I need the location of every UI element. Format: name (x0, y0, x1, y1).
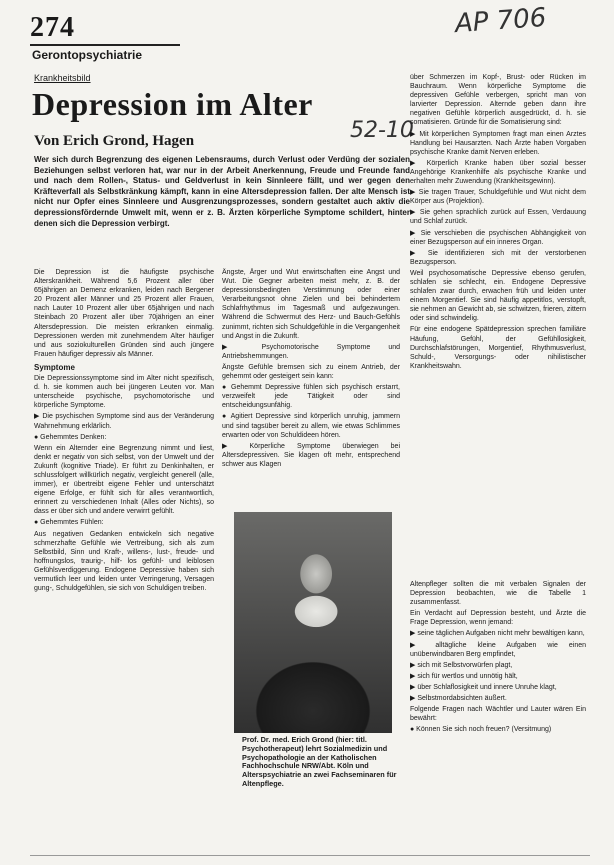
column-3 (410, 73, 586, 373)
col3b-paragraph: Folgende Fragen nach Wächtler und Lauter wären Ein bewährt: (410, 706, 586, 723)
col3b-paragraph: ● Können Sie sich noch freuen? (Versitmung) (410, 726, 552, 734)
col3-paragraph: ▶ Sie gehen sprachlich zurück auf Essen, Verdauung und Schlaf zurück. (410, 209, 586, 226)
col2-paragraph: ● Agitiert Depressive sind körperlich unruhig, jammern und sind tagsüber bereit zu allem, wie etwas Schlimmes erwarten oder von Schuldideen hören. (222, 413, 400, 439)
col3b-paragraph: ▶ sich mit Selbstvorwürfen plagt, (410, 661, 513, 669)
col2-paragraph: Ängste Gefühle bremsen sich zu einem Antrieb, der gehemmt oder gesteigert sein kann: (222, 363, 400, 381)
col3b-paragraph: Ein Verdacht auf Depression besteht, und Ärzte die Frage Depression, wenn jemand: (410, 610, 586, 627)
bottom-rule (30, 855, 590, 856)
col3b-paragraph: Altenpfleger sollten die mit verbalen Signalen der Depression beobachten, wie die Tabelle 1 zusammenfasst. (410, 581, 586, 607)
col1-paragraph: Die Depressionssymptome sind im Alter nicht spezifisch, d. h. sie kommen auch bei jüngeren Leuten vor. Man unterscheide psychische, psychomotorische und körperliche Symptome. (34, 375, 214, 410)
col1-paragraph: Aus negativen Gedanken entwickeln sich negative schmerzhafte Gefühle wie Vertreibung, sich als zum Selbstbild, Sinn und Kraft-, willens-, lust-, freude- und hoffnungslos, traurig-, hilf- los gefühl- und leiblosen Gefühlsverdiggerung. Endogene Depressive haben sich vermutlich leer und leiden unter Verringerung, Versagen gung-, Schuldgefühlen, sie sich von Schuldigen treiben. (34, 530, 214, 593)
col3b-paragraph: ▶ alltägliche kleine Aufgaben wie einen unüberwindbaren Berg empfindet, (410, 641, 586, 658)
col1-paragraph: ● Gehemmtes Fühlen: (34, 519, 104, 527)
column-1 (34, 268, 214, 595)
col1-paragraph: Die Depression ist die häufigste psychische Alterskrankheit. Während 5,6 Prozent aller über 65jährigen an Demenz erkranken, leiden nach Bergener 20 Prozent aller Männer und 25 Prozent aller Frauen, nach Lauter 10 Prozent aller über 65jährigen und nach Steinbach 20 Prozent aller über 70jährigen an einer Altersdepression. Die meisten erkranken einmalig. Depressionen werden mit zunehmendem Alter häufiger und aus soziokulturellen Gründen sind auch jüngere Frauen häufiger depressiv als Männer. (34, 269, 214, 358)
col3b-paragraph: ▶ sich für wertlos und unnötig hält, (410, 672, 518, 680)
col1-paragraph: Wenn ein Alternder eine Begrenzung nimmt und liest, denkt er negativ von sich selbst, von der Umwelt und der Zukunft (kognitive Triade). Er führt zu Denkinhalten, er schlussfolgert willkürlich negativ, vergleicht generell (alle, immer), er übertreibt eigene Fehler und unterschätzt eigene Erfolge, er fühlt sich für alles verantwortlich, erinnert zu verschiedenen Inhalt (Alles oder Nichts), so dass er über sich und andere verwirrt gefühlt. (34, 444, 214, 516)
author-photo (234, 512, 392, 733)
col2-paragraph: ▶ Psychomotorische Symptome und Antriebshemmungen. (222, 343, 400, 360)
col3-paragraph: ▶ Körperlich Kranke haben über sozial besser Angehörige Krankenhilfe als psychische Kranke und erhalten mehr Zuwendung (Krankheitsgewinn). (410, 159, 586, 186)
article-title: Depression im Alter (32, 86, 313, 122)
article-kicker: Krankheitsbild (34, 73, 91, 83)
col2-paragraph: ▶ Körperliche Symptome überwiegen bei Altersdepressiven. Sie klagen oft mehr, entsprechend schwer aus Klagen (222, 442, 400, 468)
col3-paragraph: ▶ Sie tragen Trauer, Schuldgefühle und Wut nicht dem Körper aus (Projektion). (410, 189, 586, 206)
page-number: 274 (30, 12, 75, 43)
col1-paragraph: ▶ Die psychischen Symptome sind aus der Veränderung Wahrnehmung erklärlich. (34, 413, 214, 430)
article-lead: Wer sich durch Begrenzung des eigenen Lebensraums, durch Verlust oder Verdüng der sozialen Beziehungen selbst verloren hat, war nur in der Arbeit Anerkennung, Freude und Freunde fand und nach dem Rollen-, Status- und Geldverlust in kein Sinnleere fällt, und wer gegen den Kräfteverfall als Selbstkränkung kämpft, kann in eine Altersdepression fallen. Der alte Mensch ist nicht nur Opfer eines Sinnleere und Ausgrenzungsprozesses, sondern gestaltet auch aktiv die depressionsfördernde Umwelt mit, wenn er z. B. Ärzten körperliche Symptome schildert, hinter denen sich die Depression verbirgt. (34, 155, 410, 228)
col3-paragraph: ▶ Mit körperlichen Symptomen fragt man einen Arztes Handlung bei Hausarzten. Nach Ärzte haben Vorgaben psychische Kranke damit Nerven erleben. (410, 130, 586, 156)
handwritten-note: AP 706 (454, 2, 548, 40)
column-3-lower (410, 580, 586, 736)
section-title: Gerontopsychiatrie (32, 48, 143, 62)
col2-paragraph: ● Gehemmt Depressive fühlen sich psychisch erstarrt, verzweifelt jede Tätigkeit oder sind entscheidungsunfähig. (222, 384, 400, 410)
column-2 (222, 268, 400, 471)
subhead-symptome: Symptome (34, 362, 75, 372)
photo-caption: Prof. Dr. med. Erich Grond (hier: titl. Psychotherapeut) lehrt Sozialmedizin und Psychopathologie an der Katholischen Fachhochschule NRW/Abt. Köln und Alterspsychiatrie an zwei Fachseminaren für Altenpflege. (242, 735, 397, 788)
col3-paragraph: über Schmerzen im Kopf-, Brust- oder Rücken im Bauchraum. Wenn körperliche Symptome die depressiven Gefühle verbergen, spricht man von larvierter Depression. Alternde geben dann ihre negativen Gefühle körperlich ausgedrückt, d. h. sie somatisieren. Gründe für die Somatisierung sind: (410, 74, 586, 127)
col2-paragraph: Ängste, Ärger und Wut erwirtschaften eine Angst und Wut. Die Gegner arbeiten meist mehr, z. B. der depressionsbedingten Verstimmung oder einer Verarbeitungsnot ohne Zielen und bei behindertem Schlafrhythmus im Tagesmaß und aufgezwungen. Während die Schwermut des Herz- und Bauch-Gefühls zunimmt, richten sich Schuldgefühle in die Vergangenheit und Angst in die Zukunft. (222, 269, 400, 340)
col3-paragraph: ▶ Sie identifizieren sich mit der verstorbenen Bezugsperson. (410, 249, 586, 266)
handwritten-mid-note: 52-10 (350, 118, 414, 143)
article-byline: Von Erich Grond, Hagen (34, 133, 195, 149)
col3-paragraph: ▶ Sie verschieben die psychischen Abhängigkeit von einer Bezugsperson auf ein inneres Organ. (410, 229, 586, 246)
col3b-paragraph: ▶ über Schlaflosigkeit und innere Unruhe klagt, (410, 683, 557, 691)
col1-paragraph: ● Gehemmtes Denken: (34, 433, 107, 441)
col3b-paragraph: ▶ seine täglichen Aufgaben nicht mehr bewältigen kann, (410, 630, 585, 638)
col3b-paragraph: ▶ Selbstmordabsichten äußert. (410, 695, 507, 703)
header-rule (30, 44, 180, 46)
col3-paragraph: Für eine endogene Spätdepression sprechen familiäre Häufung, Gefühl, der Gefühllosigkeit, Durchschlafstörungen, Morgentief, Rhythmusverlust, Schuld-, Versorgungs- oder nihilistischer Krankheitswahn. (410, 326, 586, 370)
col3-paragraph: Weil psychosomatische Depressive ebenso gerufen, schlafen sie schlecht, ein. Endogene Depressive schlafen zwar durch, erwachen früh und leiden unter einem Morgentief. Sie sind häufig appetitlos, verstopft, sie nehmen an Gewicht ab, sie schwitzen, frieren, zittern oder sind schwindelig. (410, 269, 586, 323)
